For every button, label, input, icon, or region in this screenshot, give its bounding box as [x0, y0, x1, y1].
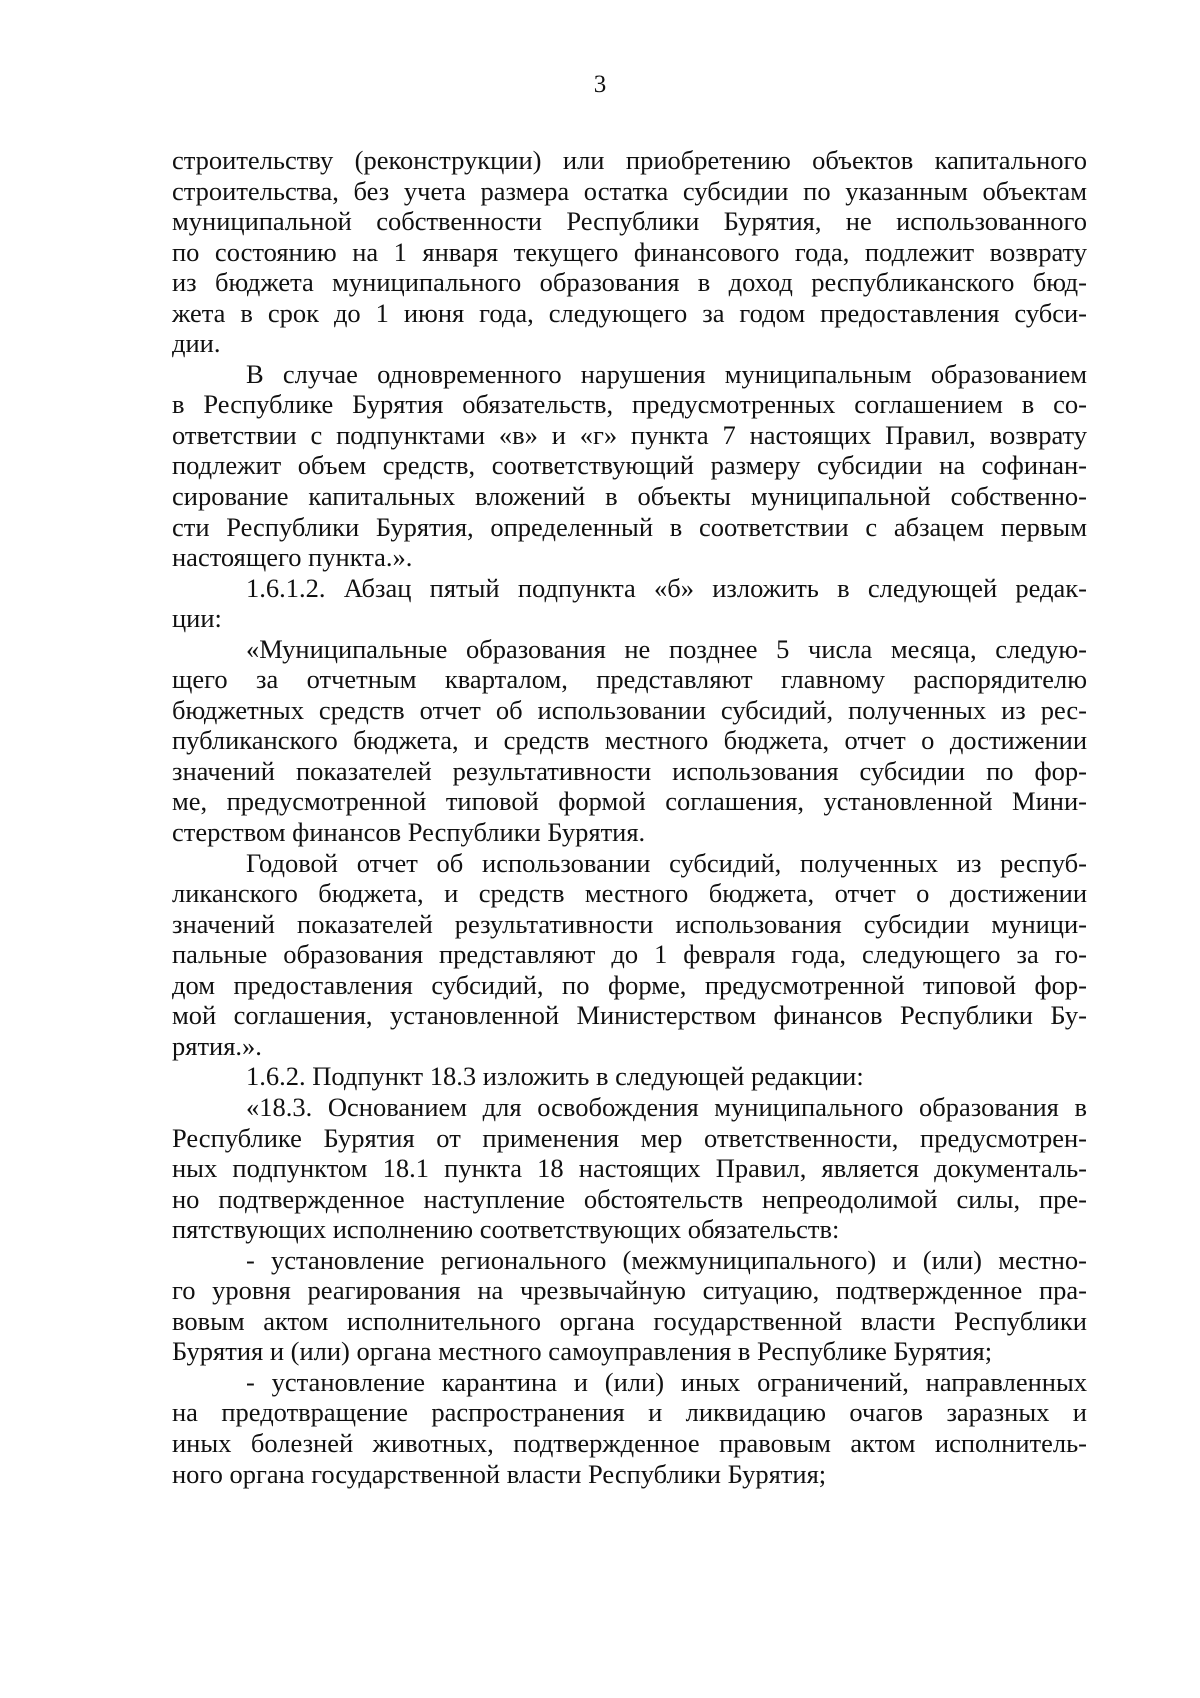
text-line: в Республике Бурятия обязательств, предусмотренных соглашением в со-: [172, 389, 1087, 420]
text-line: пальные образования представляют до 1 февраля года, следующего за го-: [172, 939, 1087, 970]
text-line: Бурятия и (или) органа местного самоуправления в Республике Бурятия;: [172, 1336, 993, 1367]
text-line: вовым актом исполнительного органа государственной власти Республики: [172, 1305, 1087, 1336]
text-line: сирование капитальных вложений в объекты муниципальной собственно-: [172, 481, 1087, 512]
text-line: ответствии с подпунктами «в» и «г» пункта 7 настоящих Правил, возврату: [172, 419, 1087, 450]
text-line: значений показателей результативности использования субсидии по фор-: [172, 755, 1087, 786]
text-line: пятствующих исполнению соответствующих обязательств:: [172, 1214, 840, 1245]
text-line: Годовой отчет об использовании субсидий, полученных из респуб-: [246, 847, 1087, 878]
text-line: сти Республики Бурятия, определенный в соответствии с абзацем первым: [172, 511, 1087, 542]
page-number: 3: [593, 71, 607, 98]
text-line: ме, предусмотренной типовой формой соглашения, установленной Мини-: [172, 786, 1087, 817]
text-line: дии.: [172, 328, 221, 359]
text-line: бюджетных средств отчет об использовании субсидий, полученных из рес-: [172, 694, 1087, 725]
text-line: 1.6.1.2. Абзац пятый подпункта «б» изложить в следующей редак-: [246, 572, 1087, 603]
text-line: строительства, без учета размера остатка субсидии по указанным объектам: [172, 175, 1087, 206]
text-line: ного органа государственной власти Республики Бурятия;: [172, 1458, 827, 1489]
text-line: В случае одновременного нарушения муниципальным образованием: [246, 358, 1087, 389]
text-line: жета в срок до 1 июня года, следующего за годом предоставления субси-: [172, 297, 1087, 328]
text-line: но подтвержденное наступление обстоятельств непреодолимой силы, пре-: [172, 1183, 1087, 1214]
text-line: ных подпунктом 18.1 пункта 18 настоящих Правил, является документаль-: [172, 1153, 1087, 1184]
text-line: настоящего пункта.».: [172, 542, 413, 573]
text-line: строительству (реконструкции) или приобретению объектов капитального: [172, 145, 1087, 175]
text-line: мой соглашения, установленной Министерством финансов Республики Бу-: [172, 1000, 1087, 1031]
text-line: щего за отчетным кварталом, представляют главному распорядителю: [172, 664, 1087, 695]
text-line: - установление регионального (межмуниципального) и (или) местно-: [246, 1244, 1087, 1275]
text-line: по состоянию на 1 января текущего финансового года, подлежит возврату: [172, 236, 1087, 267]
text-line: публиканского бюджета, и средств местного бюджета, отчет о достижении: [172, 725, 1087, 756]
text-line: «18.3. Основанием для освобождения муниципального образования в: [246, 1091, 1087, 1122]
text-line: го уровня реагирования на чрезвычайную ситуацию, подтвержденное пра-: [172, 1275, 1087, 1306]
text-line: Республике Бурятия от применения мер ответственности, предусмотрен-: [172, 1122, 1087, 1153]
text-line: из бюджета муниципального образования в доход республиканского бюд-: [172, 267, 1087, 298]
text-line: ликанского бюджета, и средств местного бюджета, отчет о достижении: [172, 878, 1087, 909]
text-line: иных болезней животных, подтвержденное правовым актом исполнитель-: [172, 1427, 1087, 1458]
text-line: 1.6.2. Подпункт 18.3 изложить в следующей редакции:: [246, 1061, 864, 1092]
text-line: - установление карантина и (или) иных ограничений, направленных: [246, 1366, 1087, 1397]
text-line: муниципальной собственности Республики Бурятия, не использованного: [172, 206, 1087, 237]
text-line: дом предоставления субсидий, по форме, предусмотренной типовой фор-: [172, 969, 1087, 1000]
document-body: [172, 145, 1087, 1489]
text-line: «Муниципальные образования не позднее 5 числа месяца, следую-: [246, 633, 1087, 664]
text-line: значений показателей результативности использования субсидии муници-: [172, 908, 1087, 939]
text-line: рятия.».: [172, 1030, 262, 1061]
text-line: на предотвращение распространения и ликвидацию очагов заразных и: [172, 1397, 1087, 1428]
text-line: стерством финансов Республики Бурятия.: [172, 817, 646, 848]
text-line: подлежит объем средств, соответствующий размеру субсидии на софинан-: [172, 450, 1087, 481]
text-line: ции:: [172, 603, 222, 634]
